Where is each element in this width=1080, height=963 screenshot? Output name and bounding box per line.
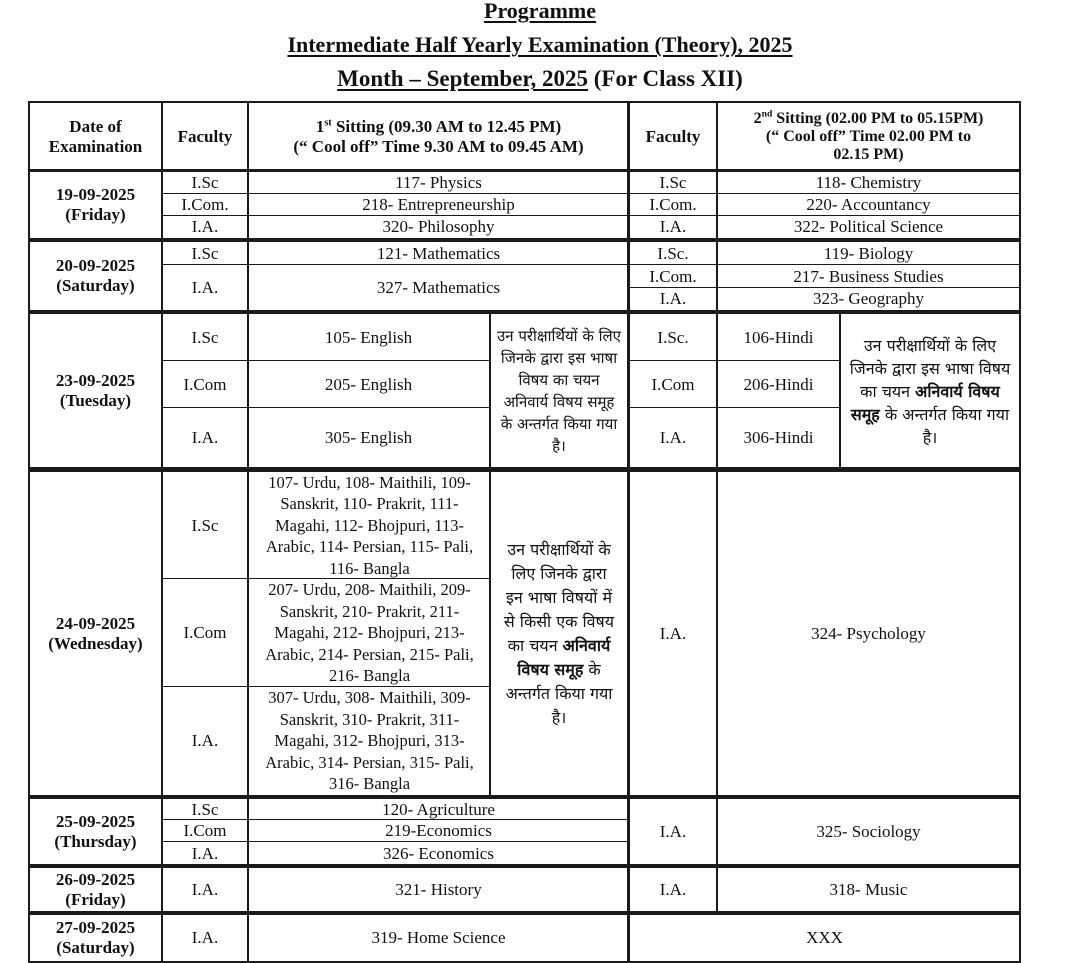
faculty-cell: I.A. bbox=[659, 623, 687, 643]
row-divider bbox=[28, 310, 1021, 314]
subject-cell: 218- Entrepreneurship bbox=[362, 195, 515, 214]
faculty-cell: I.Com bbox=[183, 374, 227, 394]
faculty-cell: I.A. bbox=[191, 843, 219, 863]
column-divider bbox=[839, 312, 841, 468]
faculty-cell: I.A. bbox=[659, 217, 687, 236]
cell-divider bbox=[161, 841, 629, 842]
subject-cell: 207- Urdu, 208- Maithili, 209- Sanskrit, 210- Prakrit, 211- Magahi, 212- Bhojpuri, 213- Arabic, 214- Persian, 215- Pali, 216- Bangla bbox=[265, 580, 474, 686]
faculty-cell: I.Com bbox=[183, 623, 227, 642]
subject-cell: 106-Hindi bbox=[743, 327, 814, 347]
cell-divider bbox=[629, 360, 840, 361]
date-cell: 27-09-2025 (Saturday) bbox=[55, 918, 136, 957]
language-note: उन परीक्षार्थियों के लिए जिनके द्वारा इस भाषा विषय का चयन अनिवार्य विषय समूह के अन्तर्गत किया गया है। bbox=[497, 327, 621, 455]
row-divider bbox=[28, 864, 1021, 868]
programme-title: Programme bbox=[484, 0, 596, 23]
subject-cell: 220- Accountancy bbox=[806, 195, 931, 214]
faculty-cell: I.A. bbox=[191, 731, 219, 750]
column-divider bbox=[247, 101, 249, 913]
faculty-cell: I.Sc bbox=[659, 173, 687, 192]
subject-cell: 217- Business Studies bbox=[793, 266, 944, 286]
column-divider bbox=[161, 101, 163, 963]
subject-cell: 323- Geography bbox=[813, 289, 924, 308]
row-divider bbox=[28, 238, 1021, 242]
faculty-cell: I.A. bbox=[659, 822, 687, 841]
faculty-cell: I.Sc. bbox=[657, 327, 689, 347]
subject-cell: XXX bbox=[806, 928, 843, 947]
header-faculty-2: Faculty bbox=[645, 126, 701, 146]
cell-divider bbox=[161, 686, 490, 687]
faculty-cell: I.Com bbox=[651, 374, 695, 394]
faculty-cell: I.Com bbox=[183, 821, 227, 840]
subject-cell: 118- Chemistry bbox=[815, 173, 922, 192]
subject-cell: 120- Agriculture bbox=[382, 799, 495, 819]
subject-cell: 318- Music bbox=[829, 880, 908, 899]
subject-cell: 325- Sociology bbox=[816, 822, 921, 841]
subject-cell: 107- Urdu, 108- Maithili, 109- Sanskrit, 110- Prakrit, 111- Magahi, 112- Bhojpuri, 113- Arabic, 114- Persian, 115- Pali, 116- Bangla bbox=[265, 472, 474, 578]
cell-divider bbox=[629, 407, 840, 408]
faculty-cell: I.Sc. bbox=[657, 243, 689, 263]
faculty-cell: I.Sc bbox=[191, 515, 219, 535]
subject-cell: 306-Hindi bbox=[743, 428, 814, 447]
subject-cell: 105- English bbox=[324, 327, 413, 347]
cell-divider bbox=[629, 264, 1021, 265]
header-faculty-1: Faculty bbox=[177, 126, 233, 146]
subject-cell: 205- English bbox=[324, 374, 413, 394]
faculty-cell: I.A. bbox=[191, 217, 219, 236]
date-cell: 23-09-2025 (Tuesday) bbox=[55, 371, 136, 410]
column-divider bbox=[627, 101, 630, 963]
subject-cell: 121- Mathematics bbox=[376, 243, 501, 263]
cell-divider bbox=[161, 407, 490, 408]
column-divider bbox=[247, 915, 249, 963]
faculty-cell: I.A. bbox=[659, 289, 687, 308]
faculty-cell: I.A. bbox=[191, 277, 219, 297]
language-note: उन परीक्षार्थियों के लिए जिनके द्वारा इन भाषा विषयों में से किसी एक विषय का चयन अनिवार्य विषय समूह के अन्तर्गत किया गया है। bbox=[503, 539, 615, 727]
language-note: उन परीक्षार्थियों के लिए जिनके द्वारा इस भाषा विषय का चयन अनिवार्य विषय समूह के अन्तर्गत किया गया है। bbox=[849, 335, 1011, 447]
column-divider bbox=[716, 101, 718, 913]
row-divider bbox=[28, 169, 1021, 172]
cell-divider bbox=[161, 193, 1021, 194]
table-border bbox=[28, 101, 1021, 103]
faculty-cell: I.A. bbox=[191, 880, 219, 899]
cell-divider bbox=[629, 287, 1021, 288]
header-date: Date of Examination bbox=[48, 116, 143, 156]
header-sitting-2: 2nd Sitting (02.00 PM to 05.15PM) (“ Cool off” Time 02.00 PM to 02.15 PM) bbox=[753, 108, 984, 163]
date-cell: 19-09-2025 (Friday) bbox=[55, 185, 136, 224]
row-divider bbox=[28, 795, 1021, 799]
row-divider bbox=[28, 467, 1021, 472]
cell-divider bbox=[161, 819, 629, 820]
subject-cell: 307- Urdu, 308- Maithili, 309- Sanskrit, 310- Prakrit, 311- Magahi, 312- Bhojpuri, 313- Arabic, 314- Persian, 315- Pali, 316- Bangla bbox=[265, 688, 474, 794]
subject-cell: 322- Political Science bbox=[793, 217, 944, 236]
subject-cell: 206-Hindi bbox=[743, 374, 814, 394]
date-cell: 20-09-2025 (Saturday) bbox=[55, 256, 136, 295]
subject-cell: 319- Home Science bbox=[371, 928, 506, 947]
subject-cell: 324- Psychology bbox=[811, 623, 926, 643]
table-border bbox=[28, 101, 30, 963]
exam-title: Intermediate Half Yearly Examination (Theory), 2025 bbox=[287, 32, 793, 57]
faculty-cell: I.Com. bbox=[649, 195, 697, 214]
faculty-cell: I.A. bbox=[659, 880, 687, 899]
faculty-cell: I.A. bbox=[659, 428, 687, 447]
subject-cell: 119- Biology bbox=[823, 243, 914, 263]
faculty-cell: I.Sc bbox=[191, 173, 219, 192]
faculty-cell: I.A. bbox=[191, 428, 219, 447]
header-sitting-1: 1st Sitting (09.30 AM to 12.45 PM) (“ Cool off” Time 9.30 AM to 09.45 AM) bbox=[293, 116, 584, 156]
subject-cell: 219-Economics bbox=[385, 821, 492, 840]
subject-cell: 327- Mathematics bbox=[376, 277, 501, 297]
faculty-cell: I.Com. bbox=[649, 266, 697, 286]
faculty-cell: I.Com. bbox=[181, 195, 229, 214]
table-border bbox=[1019, 101, 1021, 963]
cell-divider bbox=[161, 360, 490, 361]
cell-divider bbox=[161, 215, 1021, 216]
faculty-cell: I.A. bbox=[191, 928, 219, 947]
date-cell: 24-09-2025 (Wednesday) bbox=[48, 613, 143, 653]
row-divider bbox=[28, 911, 1021, 915]
subject-cell: 321- History bbox=[395, 880, 482, 899]
cell-divider bbox=[161, 264, 629, 265]
subject-cell: 326- Economics bbox=[383, 843, 494, 863]
faculty-cell: I.Sc bbox=[191, 799, 219, 819]
subject-cell: 117- Physics bbox=[395, 173, 482, 192]
date-cell: 25-09-2025 (Thursday) bbox=[54, 812, 137, 851]
faculty-cell: I.Sc bbox=[191, 243, 219, 263]
cell-divider bbox=[161, 578, 490, 579]
month-title: Month – September, 2025 (For Class XII) bbox=[337, 66, 743, 91]
subject-cell: 320- Philosophy bbox=[382, 217, 495, 236]
faculty-cell: I.Sc bbox=[191, 327, 219, 347]
subject-cell: 305- English bbox=[324, 428, 413, 447]
date-cell: 26-09-2025 (Friday) bbox=[55, 870, 136, 909]
column-divider bbox=[489, 312, 491, 796]
